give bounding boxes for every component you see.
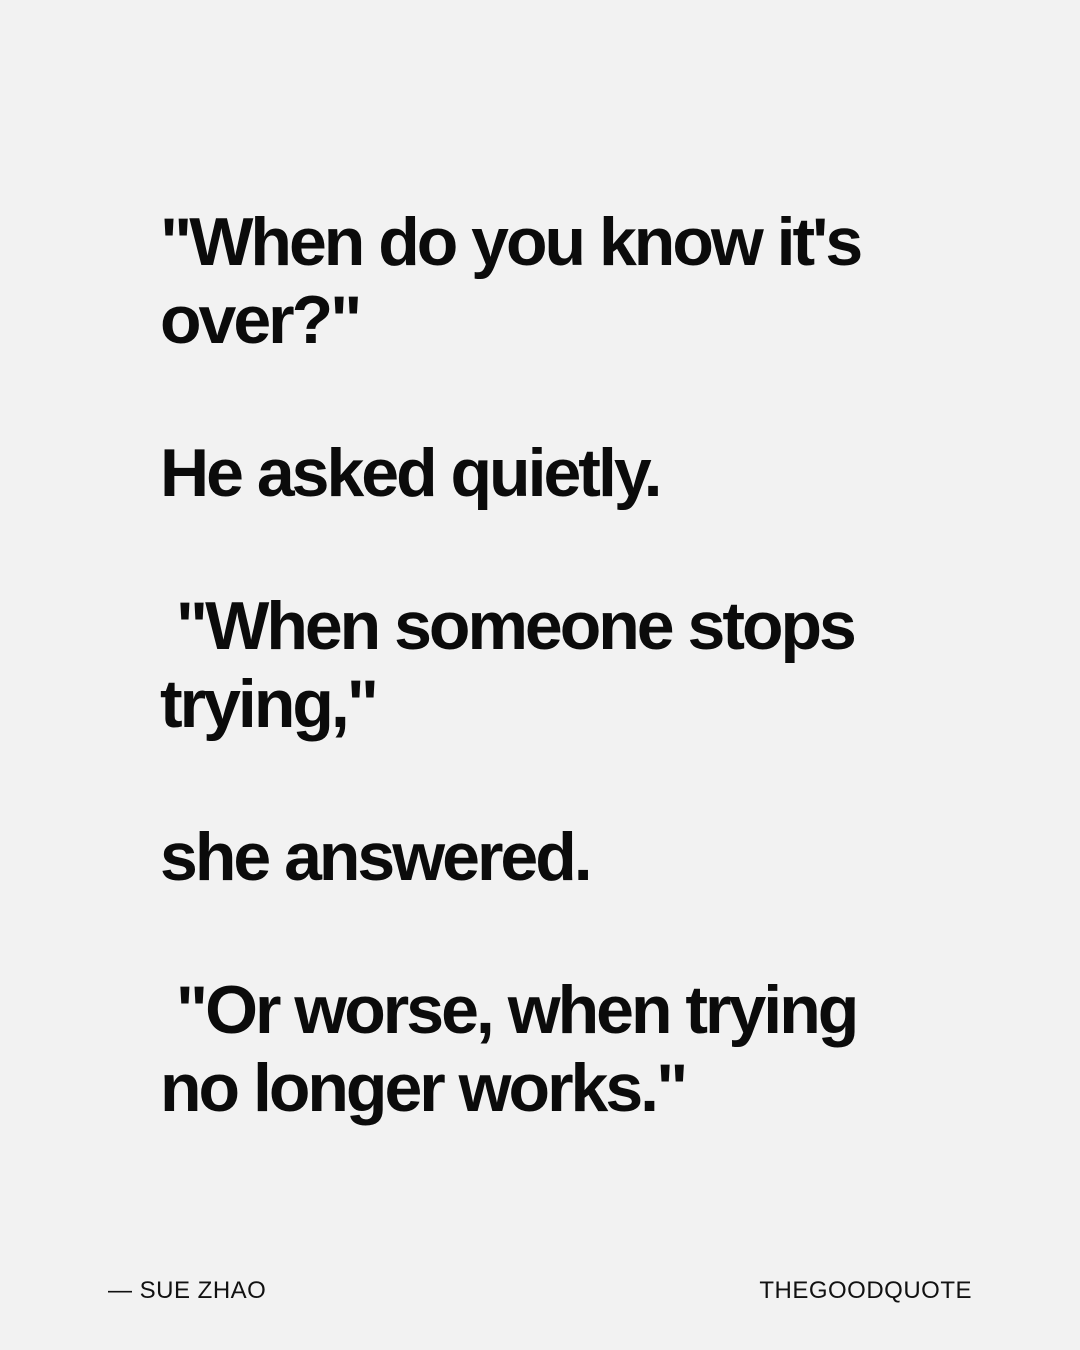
author-attribution: — SUE ZHAO bbox=[108, 1277, 267, 1304]
quote-line: trying," bbox=[160, 666, 377, 742]
brand-name: THEGOODQUOTE bbox=[759, 1277, 972, 1304]
quote-line: He asked quietly. bbox=[160, 435, 660, 511]
quote-line: no longer works." bbox=[160, 1050, 686, 1126]
quote-line: over?" bbox=[160, 282, 360, 358]
quote-line: "When someone stops bbox=[160, 588, 854, 664]
quote-line: "Or worse, when trying bbox=[160, 972, 857, 1048]
quote-block bbox=[160, 203, 960, 1127]
quote-line: "When do you know it's bbox=[160, 204, 861, 280]
quote-line: she answered. bbox=[160, 819, 590, 895]
